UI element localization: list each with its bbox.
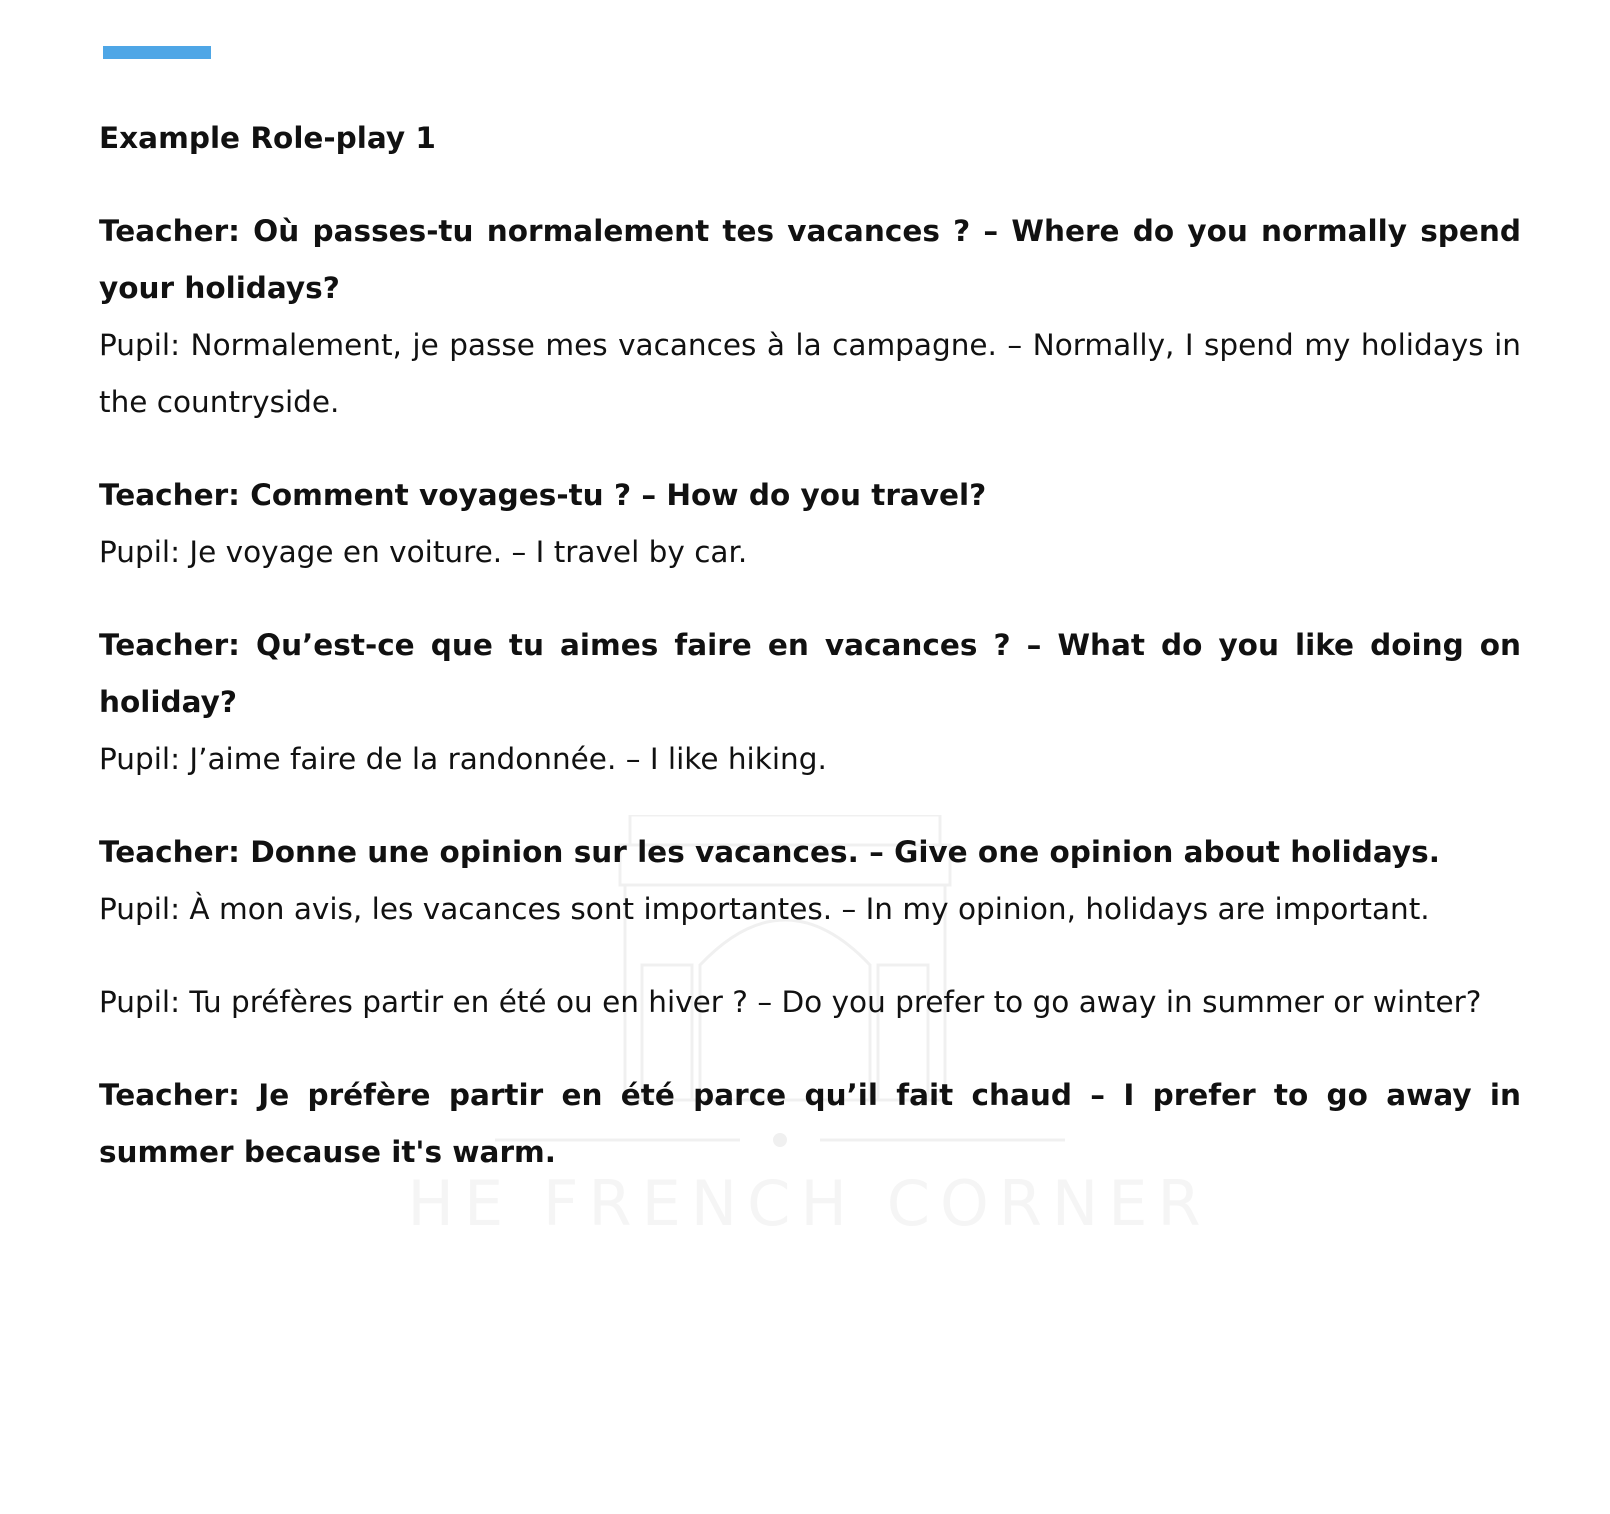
pupil-line: Pupil: J’aime faire de la randonnée. – I like hiking. (99, 742, 827, 776)
teacher-line: Teacher: Comment voyages-tu ? – How do you travel? (99, 478, 987, 512)
dialogue-exchange (99, 617, 1521, 788)
pupil-line: Pupil: Je voyage en voiture. – I travel by car. (99, 535, 748, 569)
teacher-line: Teacher: Qu’est-ce que tu aimes faire en vacances ? – What do you like doing on holiday? (99, 628, 1521, 719)
dialogue-exchange (99, 203, 1521, 431)
pupil-line: Pupil: Tu préfères partir en été ou en hiver ? – Do you prefer to go away in summer or winter? (99, 985, 1482, 1019)
teacher-line: Teacher: Je préfère partir en été parce qu’il fait chaud – I prefer to go away in summer because it's warm. (99, 1078, 1521, 1169)
accent-bar (103, 46, 211, 59)
teacher-line: Teacher: Donne une opinion sur les vacances. – Give one opinion about holidays. (99, 835, 1440, 869)
dialogue-exchange (99, 974, 1521, 1031)
watermark-text: THE FRENCH CORNER (410, 1167, 1200, 1240)
dialogue-exchange (99, 467, 1521, 581)
pupil-line: Pupil: Normalement, je passe mes vacances à la campagne. – Normally, I spend my holidays in the countryside. (99, 328, 1521, 419)
teacher-line: Teacher: Où passes-tu normalement tes vacances ? – Where do you normally spend your holidays? (99, 214, 1521, 305)
dialogue-exchange (99, 824, 1521, 938)
dialogue-list (99, 203, 1521, 1181)
page-title: Example Role-play 1 (99, 121, 436, 155)
pupil-line: Pupil: À mon avis, les vacances sont importantes. – In my opinion, holidays are important. (99, 892, 1430, 926)
dialogue-exchange (99, 1067, 1521, 1181)
role-play-document (99, 110, 1521, 1217)
